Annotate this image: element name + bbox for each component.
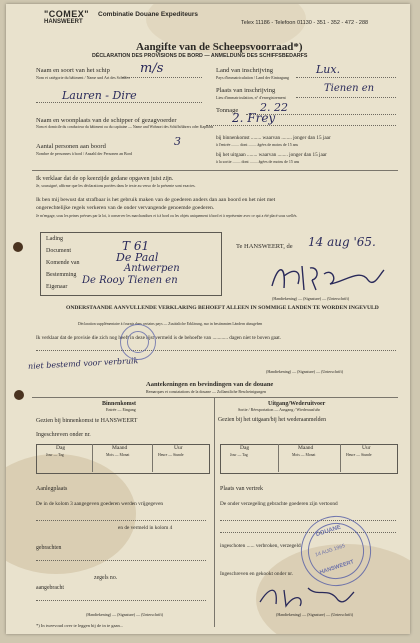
company-name: Combinatie Douane Expediteurs [98, 11, 199, 18]
left-goods-line [36, 520, 206, 521]
signature-note: (Handtekening) — (Signature) — (Unterschrift) [272, 296, 350, 301]
customs-heading-sub: Remarques et constatations de la douane — Zollamtliche Bescheinigungen [146, 389, 266, 394]
right-goods: De onder verzegeling gebrachte goederen zijn vertoond [220, 501, 338, 507]
country-value: Lux. [316, 63, 341, 76]
destination-label: Bestemming [46, 272, 77, 278]
col-hour-sub: Heure — Stunde [346, 453, 372, 457]
right-seals: Ingeschreven en gekookt onder nr. [220, 571, 294, 577]
ship-name-line [122, 77, 202, 78]
declaration-1: Ik verklaar dat de op keerzijde gedane opgaven juist zijn. [36, 176, 174, 182]
handwritten-note: niet bestemd voor verbruik [27, 356, 139, 371]
declaration-2: Ik ben mij bewust dat strafbaar is het gebruik maken van de goederen anders dan aan boord en het niet met [36, 197, 276, 203]
footnote: *) In tweevoud over te leggen bij de in te gaan... [36, 623, 124, 628]
stamp-text-place: HANSWEERT [319, 559, 355, 576]
customs-heading: Aantekeningen en bevindingen van de douane [146, 381, 274, 388]
col-month-sub: Mois — Monat [292, 453, 316, 457]
left-sealed-line [36, 560, 206, 561]
signature-note-3: (Handtekening) — (Signature) — (Unterschrift) [86, 612, 164, 617]
customs-split [214, 397, 215, 627]
signature-mark [268, 260, 388, 294]
table-col [152, 444, 153, 472]
ship-name-line2 [36, 102, 202, 103]
col-day-sub: Jour — Tag [46, 453, 64, 457]
inbound-persons-sub: à l'entrée ........ dont ........ âgées de moins de 15 ans [216, 142, 299, 147]
skipper-line [206, 125, 396, 126]
place-date-prefix: Te HANSWEERT, de [236, 243, 293, 250]
lading-label: Lading [46, 236, 63, 242]
place-sub: Lieu d'immatriculation, n° d'enregistrement [216, 95, 286, 100]
ship-name-value: m/s [140, 61, 164, 76]
col-day-sub: Jour — Tag [230, 453, 248, 457]
left-zegels-line [36, 600, 206, 601]
place-line [296, 97, 396, 98]
declaration-3: ongerechtelijke regels verkeren van de onder vervangende genoemde goederen. [36, 205, 215, 211]
from-value: De Paal [116, 251, 159, 264]
outbound-persons: bij het uitgaan ........ waarvan ........ jonger dan 15 jaar [216, 152, 327, 158]
col-hour: Uur [362, 445, 371, 451]
document-sheet [6, 4, 410, 634]
left-seal: en de vermeld in kolom 4 [118, 525, 173, 531]
inbound-title-sub: Entrée — Eingang [106, 407, 136, 412]
place-value: Tienen en [324, 83, 375, 94]
skipper-sub: Nom et domicile du conducteur du bâtiment ou du capitaine — Name und Wohnort des Schiffsführers oder Kapitäns [36, 125, 214, 129]
col-day: Dag [240, 445, 250, 451]
persons-sub: Nombre de personnes à bord / Anzahl der Personen an Bord [36, 151, 132, 156]
customs-stamp-small [120, 324, 156, 360]
punch-hole [14, 390, 24, 400]
declaration-4: Je m'engage, sous les peines prévues par la loi, à conserver les marchandises et à à bord ou les objets uniquement à bord et à représenter avec ce qui a été placé sous scellés. [36, 214, 298, 218]
left-sealed: gebrachten [36, 545, 62, 551]
undersigned-line [36, 350, 396, 351]
skipper-value: 2. Frey [232, 111, 276, 125]
persons-value: 3 [174, 135, 181, 148]
ship-name-sub: Nom et catégorie du bâtiment / Name und Art des Schiffes [36, 75, 130, 80]
table-col [92, 444, 93, 472]
left-zegels: zegels no. [94, 575, 118, 581]
place-load-left: Aanlegplaats [36, 486, 68, 492]
right-goods-line [220, 520, 396, 521]
tonnage-label: Tonnage [216, 107, 239, 114]
place-label: Plaats van inschrijving [216, 87, 276, 94]
from-label: Komende van [46, 260, 80, 266]
customs-top-rule [32, 397, 398, 398]
stamp-text-date: 14 AUG 1965 [314, 543, 346, 559]
left-goods: De in de kolom 3 aangegeven goederen werden vrijgegeven [36, 501, 164, 507]
place-load-right: Plaats van vertrek [220, 486, 263, 492]
table-col [278, 444, 279, 472]
left-seen: Gezien bij binnenkomst te HANSWEERT [36, 418, 138, 424]
stamp-text-douane: DOUANE [315, 524, 342, 539]
form-subtitle: DÉCLARATION DES PROVISIONS DE BORD — ANMELDUNG DES SCHIFFSBEDARFS [92, 53, 308, 59]
undersigned-heading: ONDERSTAANDE AANVULLENDE VERKLARING BEHOEFT ALLEEN IN SOMMIGE LANDEN TE WORDEN INGEVULD [66, 305, 379, 311]
outbound-title: Uitgang/Wederuitvoer [268, 401, 326, 407]
left-registered: Ingeschreven onder nr. [36, 432, 91, 438]
col-hour: Uur [174, 445, 183, 451]
col-day: Dag [56, 445, 66, 451]
inbound-persons: bij binnenkomst ........ waarvan ........ jonger dan 15 jaar [216, 135, 331, 141]
ship-name-label: Naam en soort van het schip [36, 67, 110, 74]
owner-value: De Rooy Tienen en [82, 275, 178, 286]
outbound-persons-sub: à la sortie ........ dont ........ âgées de moins de 15 ans [216, 159, 300, 164]
skipper-label: Naam en woonplaats van de schipper of gezagvoerder [36, 117, 177, 124]
document-label: Document [46, 248, 71, 254]
col-month: Maand [298, 445, 314, 451]
country-sub: Pays d'immatriculation / Land der Eintragung [216, 75, 290, 80]
form-title: Aangifte van de Scheepsvoorraad*) [136, 41, 303, 53]
country-label: Land van inschrijving [216, 67, 274, 74]
right-sealed: ingeschoten ...... verbroken, verzegeld [220, 543, 301, 549]
outbound-title-sub: Sortie / Réexportation — Ausgang / Wiederausfuhr [238, 407, 320, 412]
brand-logo: "COMEX" [44, 9, 90, 19]
punch-hole [13, 242, 23, 252]
signature-note-2: (Handtekening) — (Signature) — (Unterschrift) [266, 369, 344, 374]
table-col [340, 444, 341, 472]
section-divider [32, 170, 398, 171]
declaration-1-sub: Je, soussigné, affirme que les déclarations portées dans le texte au verso de la présente sont exactes. [36, 183, 196, 188]
brand-sub: HANSWEERT [44, 19, 83, 25]
signature-note-4: (Handtekening) — (Signature) — (Unterschrift) [276, 612, 354, 617]
undersigned-text: Ik verklaar dat de provisie die zich nog heeft in deze lijst vermeld is de behoefte van ............ dagen niet te boven gaat. [36, 335, 282, 341]
persons-label: Aantal personen aan boord [36, 143, 106, 150]
undersigned-sub: Déclaration supplémentaire à fournir dans certains pays — Zusätzliche Erklärung, nur in bestimmten Ländern abzugeben [78, 322, 263, 326]
col-hour-sub: Heure — Stunde [158, 453, 184, 457]
document-value: T 61 [122, 239, 150, 253]
tonnage-value: 2. 22 [260, 101, 288, 114]
ship-name-value2: Lauren - Dire [62, 89, 137, 102]
date-value: 14 aug '65. [308, 235, 376, 249]
col-month-sub: Mois — Monat [106, 453, 130, 457]
country-line [296, 77, 396, 78]
right-seen: Gezien bij het uitgaan/bij het wederaanmelden [218, 417, 327, 423]
inbound-title: Binnenkomst [102, 401, 137, 407]
company-contact: Telex 11186 - Telefoon 01130 - 351 - 352 - 472 - 288 [241, 20, 369, 26]
owner-label: Eigenaar [46, 284, 68, 290]
destination-value: Antwerpen [124, 263, 180, 274]
left-aangebracht: aangebracht [36, 585, 64, 591]
col-month: Maand [112, 445, 128, 451]
